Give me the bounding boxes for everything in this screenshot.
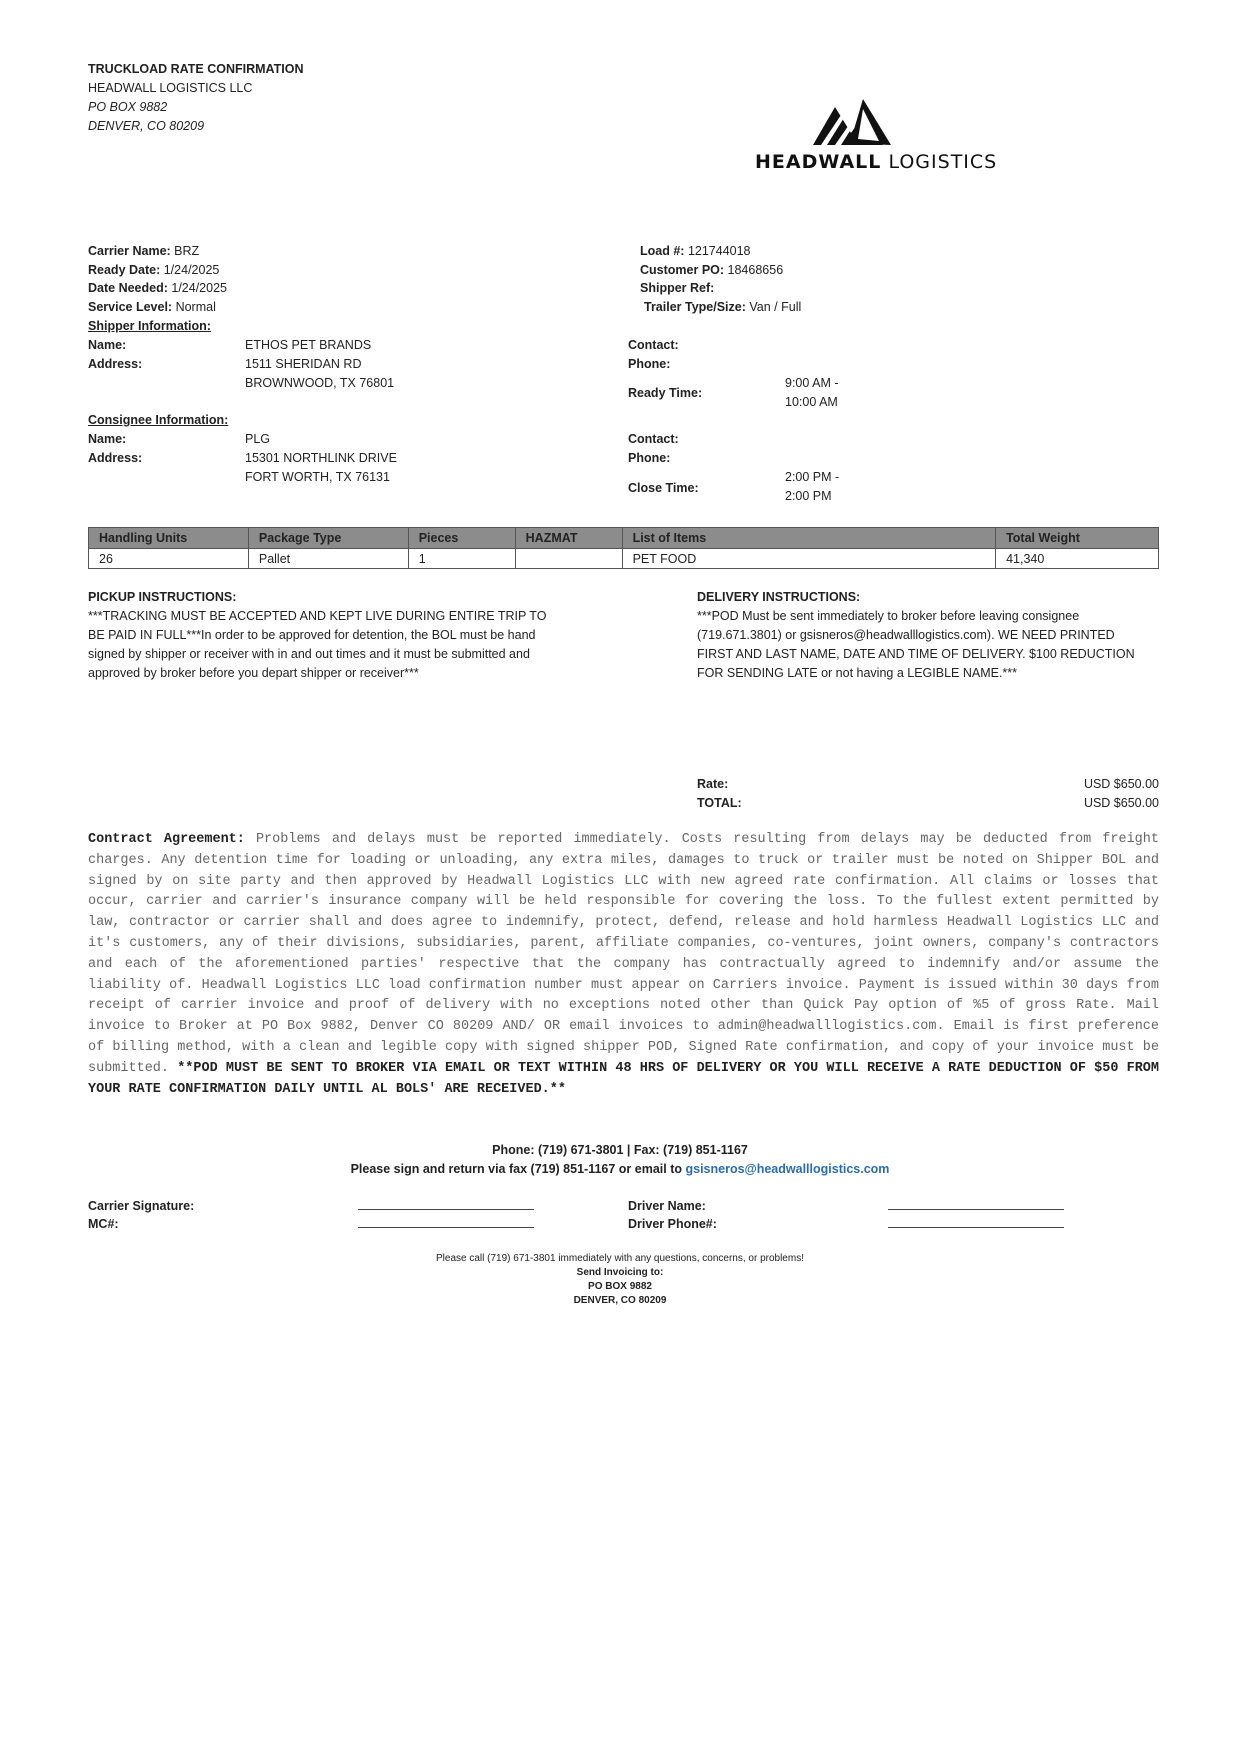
- consignee-name-label: Name:: [88, 432, 127, 446]
- consignee-contact-label: Contact:: [628, 432, 679, 446]
- shipper-name-label: Name:: [88, 338, 127, 352]
- consignee-address-line1: 15301 NORTHLINK DRIVE: [245, 451, 397, 465]
- shipper-contact-label: Contact:: [628, 338, 679, 352]
- shipper-address-line1: 1511 SHERIDAN RD: [245, 357, 362, 371]
- column-header: Pieces: [408, 528, 515, 549]
- delivery-line: (719.671.3801) or gsisneros@headwalllogistics.com). WE NEED PRINTED: [697, 628, 1115, 642]
- shipper-heading: Shipper Information:: [88, 319, 211, 333]
- footer-address-line1: PO BOX 9882: [588, 1281, 652, 1292]
- table-cell: [515, 549, 622, 569]
- delivery-line: FOR SENDING LATE or not having a LEGIBLE NAME.***: [697, 666, 1018, 680]
- rate-value: USD $650.00: [1083, 777, 1159, 791]
- table-cell: 41,340: [996, 549, 1159, 569]
- footer-send-invoicing: Send Invoicing to:: [576, 1267, 664, 1278]
- pickup-line: signed by shipper or receiver with in and out times and it must be submitted and: [88, 647, 530, 661]
- consignee-address-label: Address:: [88, 451, 143, 465]
- mc-label: MC#:: [88, 1217, 119, 1231]
- items-table-header: [89, 528, 1159, 549]
- footer-address-line2: DENVER, CO 80209: [573, 1295, 667, 1306]
- mountain-logo-icon: [755, 95, 945, 151]
- customer-po-row: Customer PO: 18468656: [640, 263, 784, 277]
- shipper-phone-label: Phone:: [628, 357, 671, 371]
- column-header: Total Weight: [996, 528, 1159, 549]
- company-address-line2: DENVER, CO 80209: [88, 119, 205, 133]
- delivery-line: FIRST AND LAST NAME, DATE AND TIME OF DELIVERY. $100 REDUCTION: [697, 647, 1135, 661]
- pickup-line: ***TRACKING MUST BE ACCEPTED AND KEPT LIVE DURING ENTIRE TRIP TO: [88, 609, 547, 623]
- column-header: HAZMAT: [515, 528, 622, 549]
- contract-bold-notice: **POD MUST BE SENT TO BROKER VIA EMAIL OR TEXT WITHIN 48 HRS OF DELIVERY OR YOU WILL RECEIVE A RATE DEDUCTION OF $50 FROM YOUR RATE CONFIRMATION DAILY UNTIL AL BOLS' ARE RECEIVED.**: [88, 1060, 1159, 1097]
- close-time-start: 2:00 PM -: [785, 470, 840, 484]
- consignee-address-line2: FORT WORTH, TX 76131: [245, 470, 390, 484]
- date-needed-value: 1/24/2025: [171, 281, 227, 295]
- ready-date-row: Ready Date: 1/24/2025: [88, 263, 220, 277]
- service-level-row: Service Level: Normal: [88, 300, 216, 314]
- delivery-line: ***POD Must be sent immediately to broker before leaving consignee: [697, 609, 1080, 623]
- shipper-name-value: ETHOS PET BRANDS: [245, 338, 372, 352]
- driver-phone-line[interactable]: [888, 1227, 1064, 1228]
- carrier-name-row: Carrier Name: BRZ: [88, 244, 200, 258]
- table-cell: PET FOOD: [622, 549, 996, 569]
- ready-time-start: 9:00 AM -: [785, 376, 839, 390]
- close-time-end: 2:00 PM: [785, 489, 832, 503]
- pickup-instructions: [88, 588, 608, 683]
- contract-label: Contract Agreement:: [88, 832, 245, 847]
- column-header: Handling Units: [89, 528, 249, 549]
- consignee-heading: Consignee Information:: [88, 413, 229, 427]
- carrier-signature-label: Carrier Signature:: [88, 1199, 195, 1213]
- close-time-label: Close Time:: [628, 481, 699, 495]
- trailer-row: Trailer Type/Size: Van / Full: [644, 300, 802, 314]
- total-label: TOTAL:: [697, 796, 742, 810]
- column-header: List of Items: [622, 528, 996, 549]
- contract-body: Problems and delays must be reported immediately. Costs resulting from delays may be deducted from freight charges. Any detention time for loading or unloading, any extra miles, damages to truck or trailer must be noted on Shipper BOL and signed by on site party and then approved by Headwall Logistics LLC with new agreed rate confirmation. All claims or losses that occur, carrier and carrier's insurance company will be held responsible for covering the loss. To the fullest extent permitted by law, contractor or carrier shall and does agree to indemnify, protect, defend, release and hold harmless Headwall Logistics LLC and it's customers, any of their divisions, subsidiaries, parent, affiliate companies, co-ventures, joint owners, company's contractors and each of the aforementioned parties' respective that the company has contractually agreed to indemnify and/or assume the liability of. Headwall Logistics LLC load confirmation number must appear on Carriers invoice. Payment is issued within 30 days from receipt of carrier invoice and proof of delivery with no exceptions noted other than Quick Pay option of %5 of gross Rate. Mail invoice to Broker at PO Box 9882, Denver CO 80209 AND/ OR email invoices to admin@headwalllogistics.com. Email is first preference of billing method, with a clean and legible copy with signed shipper POD, Signed Rate confirmation, and copy of your invoice must be submitted.: [88, 832, 1159, 1076]
- return-instructions: Please sign and return via fax (719) 851-1167 or email to gsisneros@headwalllogistics.com: [350, 1162, 890, 1176]
- pickup-heading: PICKUP INSTRUCTIONS:: [88, 590, 237, 604]
- customer-po-value: 18468656: [727, 263, 784, 277]
- document-title: TRUCKLOAD RATE CONFIRMATION: [88, 62, 304, 76]
- shipper-ref-row: Shipper Ref:: [640, 281, 715, 295]
- ready-time-label: Ready Time:: [628, 386, 703, 400]
- shipper-address-line2: BROWNWOOD, TX 76801: [245, 376, 395, 390]
- driver-name-label: Driver Name:: [628, 1199, 706, 1213]
- driver-name-line[interactable]: [888, 1209, 1064, 1210]
- footer-call-text: Please call (719) 671-3801 immediately with any questions, concerns, or problems!: [436, 1253, 804, 1264]
- phone-fax-line: Phone: (719) 671-3801 | Fax: (719) 851-1167: [492, 1143, 748, 1157]
- table-row: [89, 549, 1159, 569]
- consignee-phone-label: Phone:: [628, 451, 671, 465]
- table-cell: Pallet: [248, 549, 408, 569]
- company-address-line1: PO BOX 9882: [88, 100, 168, 114]
- service-level-value: Normal: [175, 300, 216, 314]
- company-name: HEADWALL LOGISTICS LLC: [88, 81, 253, 95]
- date-needed-row: Date Needed: 1/24/2025: [88, 281, 227, 295]
- company-logo: [755, 95, 998, 175]
- mc-line[interactable]: [358, 1227, 534, 1228]
- pickup-line: BE PAID IN FULL***In order to be approved for detention, the BOL must be hand: [88, 628, 536, 642]
- broker-email-link[interactable]: gsisneros@headwalllogistics.com: [685, 1162, 890, 1176]
- items-table: [88, 527, 1159, 569]
- total-value: USD $650.00: [1083, 796, 1159, 810]
- delivery-heading: DELIVERY INSTRUCTIONS:: [697, 590, 861, 604]
- delivery-instructions: [697, 588, 1177, 683]
- contract-agreement: [88, 830, 1159, 1100]
- company-header: [88, 60, 304, 136]
- carrier-signature-line[interactable]: [358, 1209, 534, 1210]
- pickup-line: approved by broker before you depart shipper or receiver***: [88, 666, 419, 680]
- load-number-row: Load #: 121744018: [640, 244, 751, 258]
- column-header: Package Type: [248, 528, 408, 549]
- ready-time-end: 10:00 AM: [785, 395, 838, 409]
- consignee-name-value: PLG: [245, 432, 271, 446]
- trailer-value: Van / Full: [749, 300, 802, 314]
- table-cell: 1: [408, 549, 515, 569]
- shipper-address-label: Address:: [88, 357, 143, 371]
- rate-label: Rate:: [697, 777, 729, 791]
- logo-wordmark: HEADWALL LOGISTICS: [755, 151, 998, 173]
- table-cell: 26: [89, 549, 249, 569]
- driver-phone-label: Driver Phone#:: [628, 1217, 717, 1231]
- ready-date-value: 1/24/2025: [163, 263, 220, 277]
- load-number-value: 121744018: [687, 244, 751, 258]
- carrier-name-value: BRZ: [174, 244, 200, 258]
